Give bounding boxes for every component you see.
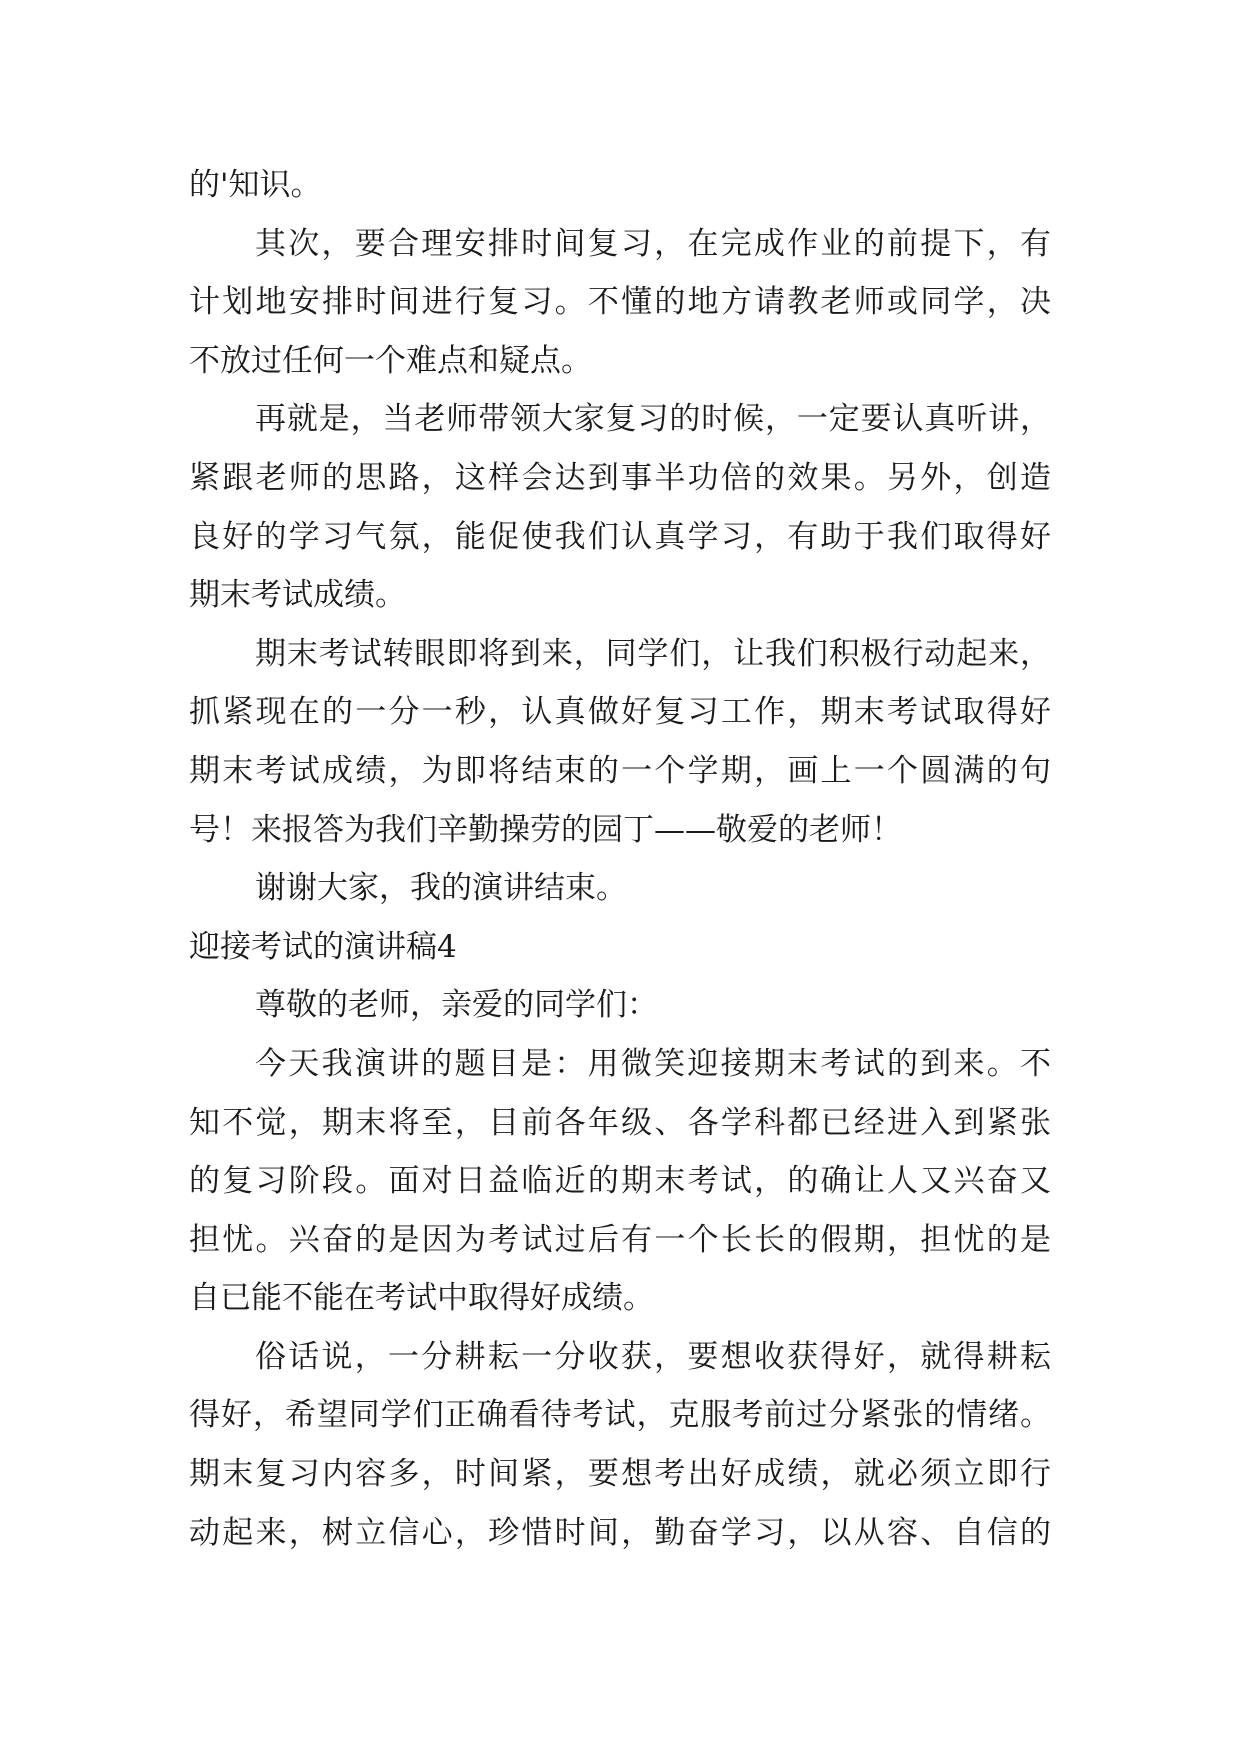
paragraph <box>189 976 1051 1035</box>
salutation-line: 尊敬的老师，亲爱的同学们： <box>255 987 658 1024</box>
paragraph <box>189 1035 1051 1328</box>
paragraph <box>189 1328 1051 1562</box>
text-line: 自已能不能在考试中取得好成绩。 <box>189 1280 654 1317</box>
text-line: 号！来报答为我们辛勤操劳的园丁——敬爱的老师！ <box>189 811 902 848</box>
text-line: 期末复习内容多，时间紧，要想考出好成绩，就必须立即行 <box>189 1456 1051 1493</box>
paragraph <box>189 625 1051 859</box>
text-line: 谢谢大家，我的演讲结束。 <box>255 870 627 907</box>
text-line: 担忧。兴奋的是因为考试过后有一个长长的假期，担忧的是 <box>189 1221 1051 1258</box>
text-line: 今天我演讲的题目是：用微笑迎接期末考试的到来。不 <box>255 1045 1051 1082</box>
text-line: 期末考试成绩，为即将结束的一个学期，画上一个圆满的句 <box>189 752 1051 789</box>
text-line: 得好，希望同学们正确看待考试，克服考前过分紧张的情绪。 <box>189 1397 1051 1434</box>
text-line: 动起来，树立信心，珍惜时间，勤奋学习，以从容、自信的 <box>189 1514 1051 1551</box>
text-line: 良好的学习气氛，能促使我们认真学习，有助于我们取得好 <box>189 518 1051 555</box>
paragraph <box>189 215 1051 391</box>
document-body <box>189 156 1051 1562</box>
text-line: 的复习阶段。面对日益临近的期末考试，的确让人又兴奋又 <box>189 1163 1051 1200</box>
text-line: 的'知识。 <box>189 167 322 203</box>
paragraph <box>189 859 1051 918</box>
text-line: 知不觉，期末将至，目前各年级、各学科都已经进入到紧张 <box>189 1104 1051 1141</box>
text-line: 计划地安排时间进行复习。不懂的地方请教老师或同学，决 <box>189 284 1051 321</box>
text-line: 期末考试成绩。 <box>189 577 406 614</box>
text-line: 再就是，当老师带领大家复习的时候，一定要认真听讲， <box>255 401 1051 438</box>
text-line: 期末考试转眼即将到来，同学们，让我们积极行动起来， <box>255 635 1051 672</box>
text-line: 俗话说，一分耕耘一分收获，要想收获得好，就得耕耘 <box>255 1338 1051 1375</box>
paragraph <box>189 156 1051 215</box>
text-line: 其次，要合理安排时间复习，在完成作业的前提下，有 <box>255 225 1051 262</box>
paragraph <box>189 390 1051 624</box>
text-line: 抓紧现在的一分一秒，认真做好复习工作，期末考试取得好 <box>189 694 1051 731</box>
text-line: 不放过任何一个难点和疑点。 <box>189 342 592 379</box>
text-line: 紧跟老师的思路，这样会达到事半功倍的效果。另外，创造 <box>189 459 1051 496</box>
section-heading: 迎接考试的演讲稿4 <box>189 928 457 965</box>
